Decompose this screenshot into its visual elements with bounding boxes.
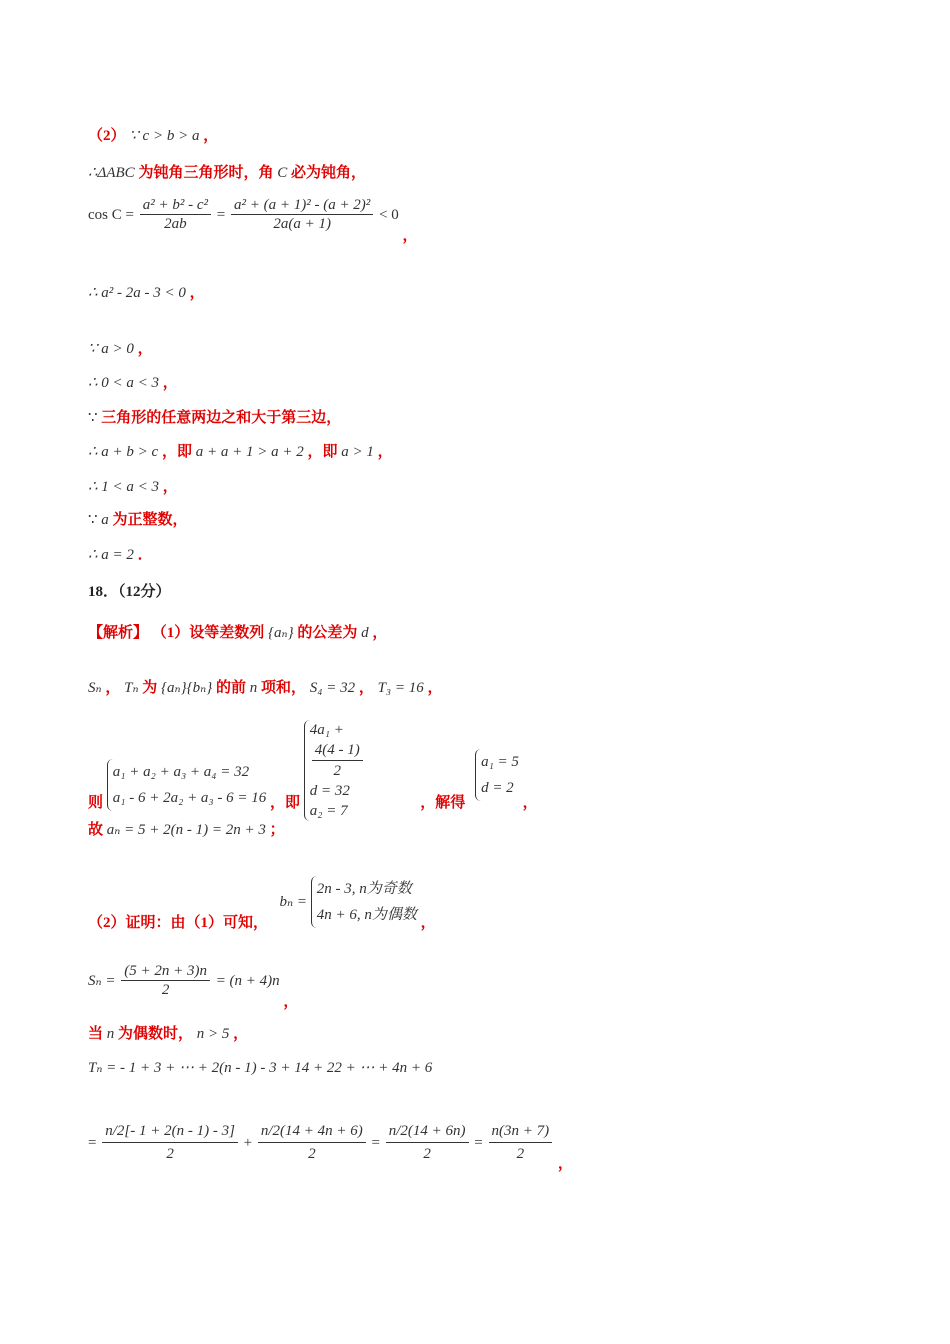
frac-den: 2 xyxy=(258,1142,366,1165)
frac-den: 2ab xyxy=(140,214,211,233)
punct: ， xyxy=(105,680,121,696)
plus-sign: + xyxy=(243,1134,253,1151)
system-2-eq-2: a₂ = 7 xyxy=(309,803,348,819)
eq-sign: = xyxy=(88,1134,97,1151)
seqs-ab: {aₙ}{bₙ} xyxy=(161,680,213,696)
punct: ， xyxy=(522,794,538,811)
line-bn xyxy=(88,876,436,935)
frac-num: n/2(14 + 6n) xyxy=(388,1123,466,1139)
line-quadratic xyxy=(88,283,205,303)
math-tn: Tₙ = - 1 + 3 + ⋯ + 2(n - 1) - 3 + 14 + 22 + ⋯ + 4n + 6 xyxy=(88,1060,433,1076)
line-integer xyxy=(88,510,188,530)
frac-den: 2 xyxy=(386,1142,469,1165)
math-an: aₙ = 5 + 2(n - 1) = 2n + 3 xyxy=(106,822,266,838)
punct: ， xyxy=(377,444,393,460)
frac-den: 2 xyxy=(121,980,210,999)
punct: ， xyxy=(203,128,219,144)
math-range-1: ∴ 0 < a < 3 xyxy=(88,375,160,391)
frac-num: a² + b² - c² xyxy=(142,197,208,213)
system-2 xyxy=(304,720,365,821)
bn-even: 4n + 6, n为偶数 xyxy=(316,907,417,923)
system-3-eq-2: d = 2 xyxy=(481,779,514,796)
punct: ， xyxy=(189,285,205,301)
math-a-gt-1: a > 1 xyxy=(341,444,374,460)
math-n-gt-5: n > 5 xyxy=(196,1026,230,1042)
punct: ， xyxy=(358,680,374,696)
frac-num: (5 + 2n + 3)n xyxy=(124,963,207,979)
line-systems xyxy=(88,722,538,821)
punct-period: ． xyxy=(137,547,153,563)
line-range-1 xyxy=(88,373,178,393)
var-a: a xyxy=(101,512,109,528)
line-sums xyxy=(88,678,443,698)
punct: ， xyxy=(162,479,178,495)
system-3-eq-1: a₁ = 5 xyxy=(481,753,519,770)
punct: ， xyxy=(283,993,299,1010)
math-substitute: a + a + 1 > a + 2 xyxy=(195,444,304,460)
line-an-formula xyxy=(88,820,285,840)
system-2-eq-1 xyxy=(310,720,365,801)
math-s4: S₄ = 32 xyxy=(309,680,356,696)
var-sn: Sₙ xyxy=(88,680,102,696)
punct: ， xyxy=(427,680,443,696)
bn-lhs: bₙ = xyxy=(279,894,307,910)
sn-lhs: Sₙ = xyxy=(88,972,116,989)
eq-sign: = xyxy=(216,206,226,223)
punct: ， xyxy=(233,1026,249,1042)
bn-piecewise xyxy=(311,876,417,928)
cos-tail: < 0 xyxy=(379,206,399,223)
line-even-case xyxy=(88,1024,248,1044)
line-analysis xyxy=(88,623,387,643)
text-ji: ，即 xyxy=(161,444,192,460)
part-label: （2） xyxy=(88,128,126,144)
bn-odd: 2n - 3, n为奇数 xyxy=(316,881,412,897)
line-inequality-apply xyxy=(88,442,393,462)
text-even: 为偶数时， xyxy=(118,1026,194,1042)
text-integer: 为正整数， xyxy=(112,512,188,528)
math-quadratic: ∴ a² - 2a - 3 < 0 xyxy=(88,285,186,301)
math-triangle: ∴ΔABC xyxy=(88,165,135,181)
text-proof: （2）证明：由（1）可知， xyxy=(88,915,269,932)
text-wei: 为 xyxy=(142,680,158,696)
line-sn xyxy=(88,962,298,1011)
system-1-eq-2: a₁ - 6 + 2a₂ + a₃ - 6 = 16 xyxy=(112,789,267,806)
text-jiede: ，解得 xyxy=(420,794,466,811)
system-3 xyxy=(475,749,519,801)
sys2-fraction xyxy=(312,740,363,781)
punct: ， xyxy=(162,375,178,391)
analysis-label: 【解析】 xyxy=(88,625,149,641)
frac-num: n/2[- 1 + 2(n - 1) - 3] xyxy=(105,1123,235,1139)
cos-fraction-2 xyxy=(231,196,373,233)
frac-num: a² + (a + 1)² - (a + 2)² xyxy=(233,197,371,213)
text-dang: 当 xyxy=(88,1026,104,1042)
line-range-2 xyxy=(88,477,178,497)
question-18-header xyxy=(88,582,171,602)
analysis-text-2: 的公差为 xyxy=(297,625,358,641)
tn-fraction-1 xyxy=(102,1120,238,1165)
frac-den: 2 xyxy=(102,1142,238,1165)
line-tn-eval xyxy=(88,1120,573,1175)
frac-den: 2 xyxy=(489,1142,553,1165)
tn-fraction-4 xyxy=(489,1120,553,1165)
question-number: 18．（12分） xyxy=(88,584,171,600)
math-abc: ∴ a + b > c xyxy=(88,444,159,460)
frac-num: n(3n + 7) xyxy=(491,1123,550,1139)
var-d: d xyxy=(361,625,369,641)
eq-sign: = xyxy=(474,1134,483,1151)
punct: ， xyxy=(420,915,436,932)
var-c: C xyxy=(277,165,288,181)
sn-rhs: = (n + 4)n xyxy=(215,972,280,989)
text-triangle-inequality: 三角形的任意两边之和大于第三边， xyxy=(101,410,342,426)
frac-num: 4(4 - 1) xyxy=(314,742,360,758)
text-gu: 故 xyxy=(88,822,104,838)
punct-semicolon: ； xyxy=(269,822,285,838)
math-a-positive: ∵ a > 0 xyxy=(88,341,134,357)
cos-fraction-1 xyxy=(140,196,211,233)
line-given-order xyxy=(88,126,218,146)
punct: ， xyxy=(137,341,153,357)
var-n: n xyxy=(106,1026,115,1042)
math-answer: ∴ a = 2 xyxy=(88,547,134,563)
math-order: ∵ c > b > a xyxy=(129,128,200,144)
punct: ， xyxy=(557,1155,573,1172)
text-ze: 则 xyxy=(88,794,104,811)
text-obtuse2: 必为钝角， xyxy=(290,165,366,181)
eq-sign: = xyxy=(371,1134,381,1151)
var-tn: Tₙ xyxy=(124,680,139,696)
punct: ， xyxy=(402,227,418,244)
line-obtuse xyxy=(88,163,366,183)
tn-fraction-3 xyxy=(386,1120,469,1165)
line-tn xyxy=(88,1058,432,1078)
line-cosine xyxy=(88,196,418,245)
sn-fraction xyxy=(121,962,210,999)
var-n: n xyxy=(249,680,258,696)
frac-num: n/2(14 + 4n + 6) xyxy=(260,1123,363,1139)
math-t3: T₃ = 16 xyxy=(377,680,424,696)
sys2-post: d = 32 xyxy=(309,783,350,799)
frac-den: 2 xyxy=(312,760,363,781)
math-range-2: ∴ 1 < a < 3 xyxy=(88,479,160,495)
text-obtuse: 为钝角三角形时，角 xyxy=(138,165,274,181)
because-symbol: ∵ xyxy=(88,410,98,426)
text-ji: ，即 xyxy=(270,794,301,811)
punct: ， xyxy=(372,625,388,641)
text-xianghe: 项和， xyxy=(260,680,306,696)
tn-fraction-2 xyxy=(258,1120,366,1165)
text-ji: ，即 xyxy=(307,444,338,460)
sys2-pre: 4a₁ + xyxy=(309,722,344,738)
frac-den: 2a(a + 1) xyxy=(231,214,373,233)
seq-an: {aₙ} xyxy=(268,625,294,641)
because-symbol: ∵ xyxy=(88,512,98,528)
system-1-eq-1: a₁ + a₂ + a₃ + a₄ = 32 xyxy=(112,763,250,780)
cos-lhs: cos C = xyxy=(88,206,134,223)
line-answer xyxy=(88,545,153,565)
system-1 xyxy=(107,759,267,811)
line-a-positive xyxy=(88,339,153,359)
line-triangle-inequality xyxy=(88,408,341,428)
analysis-text-1: （1）设等差数列 xyxy=(151,625,265,641)
text-qian: 的前 xyxy=(215,680,246,696)
